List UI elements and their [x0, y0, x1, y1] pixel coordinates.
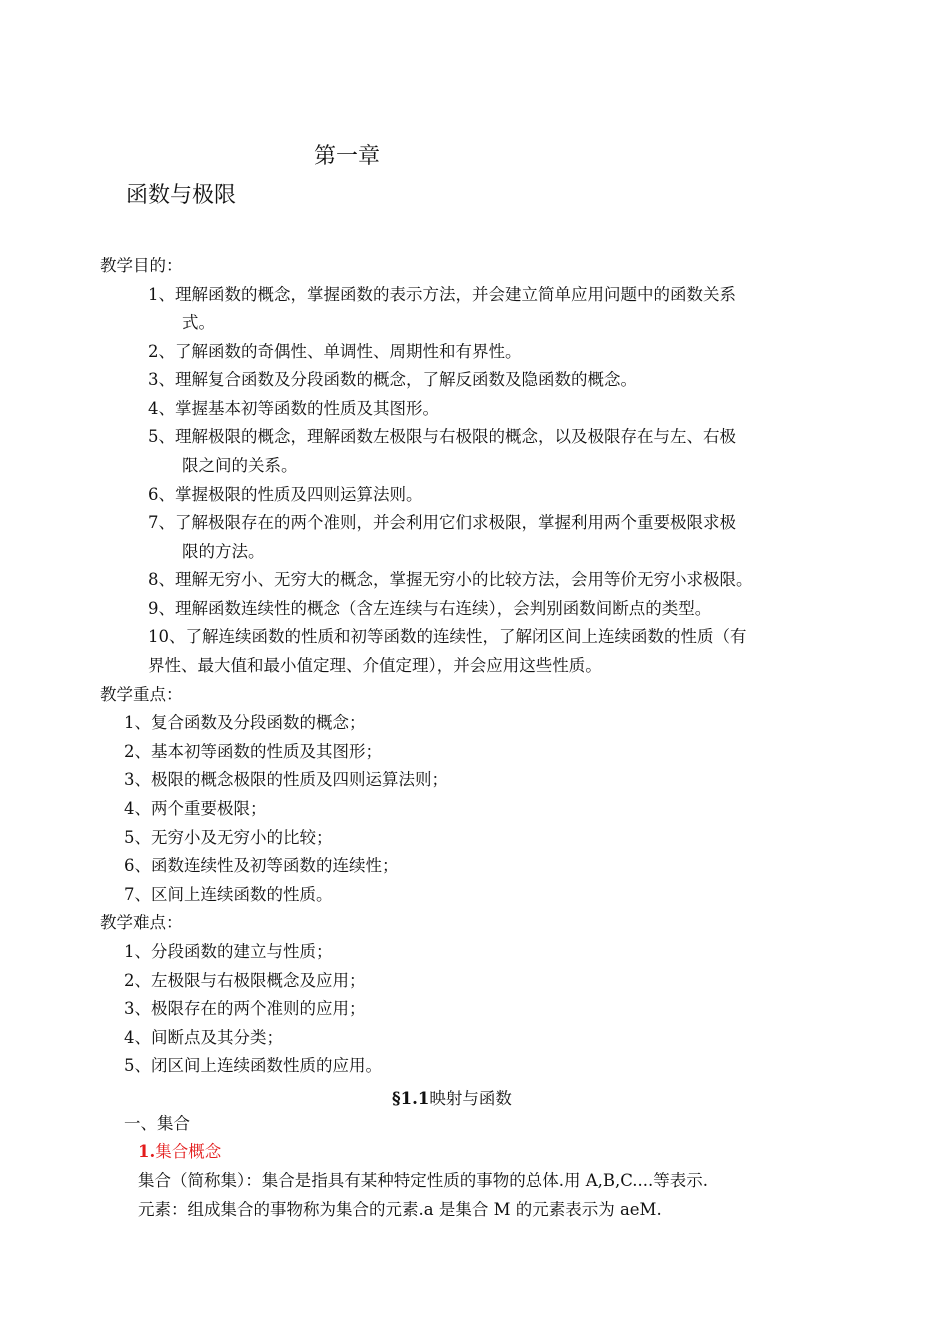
objective-item: 8、理解无穷小、无穷大的概念，掌握无穷小的比较方法，会用等价无穷小求极限。 [148, 570, 753, 589]
definition-set: 集合（简称集）：集合是指具有某种特定性质的事物的总体.用 A,B,C....等表示. [138, 1171, 709, 1190]
section-number: §1.1 [392, 1089, 430, 1108]
chapter-heading: 第一章 [314, 144, 381, 169]
difficulty-item: 1、分段函数的建立与性质； [124, 942, 333, 961]
objective-item: 1、理解函数的概念，掌握函数的表示方法，并会建立简单应用问题中的函数关系 [148, 285, 736, 304]
key-point-item: 4、两个重要极限； [124, 799, 267, 818]
objective-item: 4、掌握基本初等函数的性质及其图形。 [148, 399, 439, 418]
key-point-item: 3、极限的概念极限的性质及四则运算法则； [124, 770, 448, 789]
concept-number: 1. [138, 1142, 156, 1161]
objectives-heading: 教学目的： [100, 256, 183, 275]
difficulty-item: 5、闭区间上连续函数性质的应用。 [124, 1056, 382, 1075]
difficulties-heading: 教学难点： [100, 913, 183, 932]
objective-item: 9、理解函数连续性的概念（含左连续与右连续），会判别函数间断点的类型。 [148, 599, 712, 618]
objective-item: 界性、最大值和最小值定理、介值定理），并会应用这些性质。 [148, 656, 602, 675]
concept-heading [138, 1142, 221, 1162]
key-point-item: 6、函数连续性及初等函数的连续性； [124, 856, 399, 875]
key-point-item: 7、区间上连续函数的性质。 [124, 885, 333, 904]
objective-item: 3、理解复合函数及分段函数的概念，了解反函数及隐函数的概念。 [148, 370, 637, 389]
definition-element: 元素：组成集合的事物称为集合的元素.a 是集合 M 的元素表示为 aeM. [138, 1200, 662, 1219]
difficulty-item: 2、左极限与右极限概念及应用； [124, 971, 366, 990]
objective-item: 5、理解极限的概念，理解函数左极限与右极限的概念，以及极限存在与左、右极 [148, 427, 736, 446]
subsection-heading: 一、集合 [124, 1114, 190, 1133]
objective-item: 6、掌握极限的性质及四则运算法则。 [148, 485, 423, 504]
section-heading [392, 1085, 512, 1109]
objective-item: 限之间的关系。 [182, 456, 298, 475]
difficulty-item: 4、间断点及其分类； [124, 1028, 283, 1047]
objective-item: 2、了解函数的奇偶性、单调性、周期性和有界性。 [148, 342, 522, 361]
objective-item: 式。 [182, 313, 215, 332]
key-point-item: 2、基本初等函数的性质及其图形； [124, 742, 382, 761]
section-title: 映射与函数 [429, 1089, 512, 1108]
objective-item: 7、了解极限存在的两个准则，并会利用它们求极限，掌握利用两个重要极限求极 [148, 513, 736, 532]
key-point-item: 1、复合函数及分段函数的概念； [124, 713, 366, 732]
objective-item: 10、了解连续函数的性质和初等函数的连续性，了解闭区间上连续函数的性质（有 [148, 627, 747, 646]
concept-title: 集合概念 [155, 1142, 222, 1161]
key-point-item: 5、无穷小及无穷小的比较； [124, 828, 333, 847]
difficulty-item: 3、极限存在的两个准则的应用； [124, 999, 366, 1018]
objective-item: 限的方法。 [182, 542, 265, 561]
chapter-title: 函数与极限 [126, 183, 237, 208]
key-points-heading: 教学重点： [100, 685, 183, 704]
